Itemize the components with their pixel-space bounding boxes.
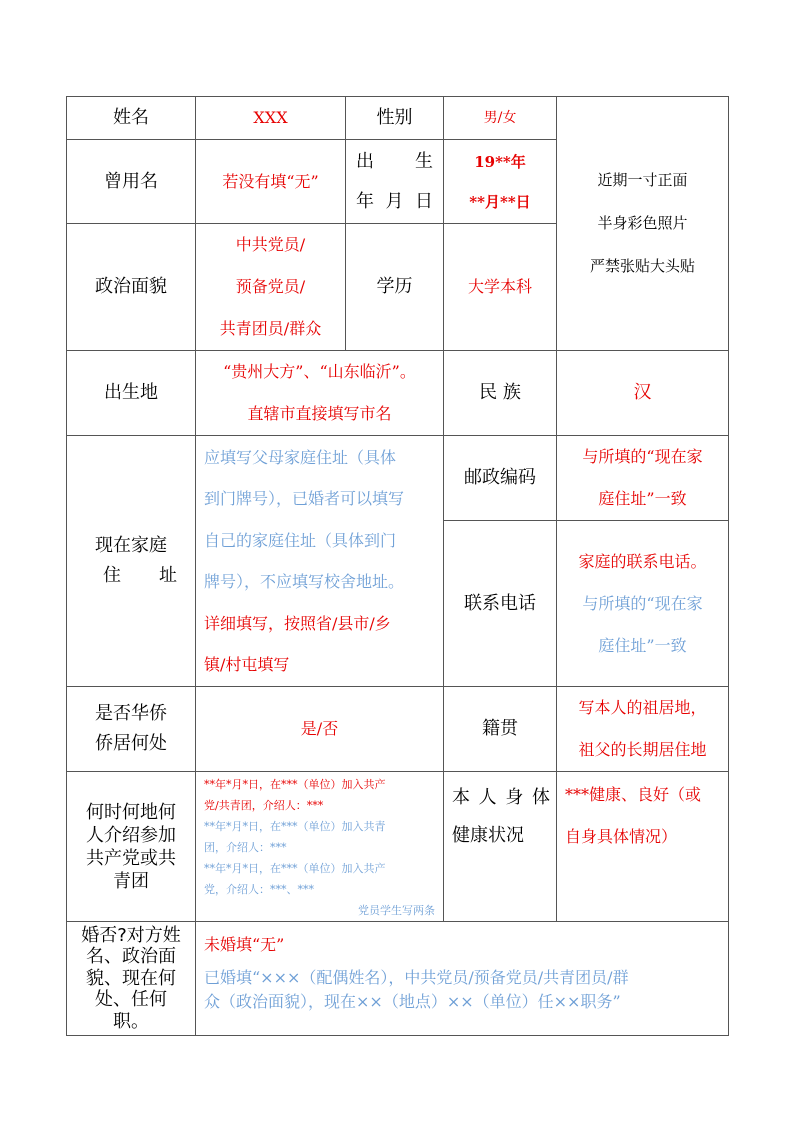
overseas-label-line: 是否华侨 bbox=[95, 703, 167, 724]
party-label-line: 青团 bbox=[113, 870, 149, 892]
address-hint-line: 自己的家庭住址（具体到门 bbox=[204, 530, 397, 550]
birth-date-value[interactable] bbox=[444, 140, 557, 224]
political-status-value[interactable] bbox=[196, 224, 346, 351]
birthplace-value[interactable] bbox=[196, 351, 444, 436]
party-instruction-line: 党/共青团，介绍人：*** bbox=[204, 799, 324, 812]
health-status-value[interactable] bbox=[557, 772, 729, 922]
marital-label-line: 貌、现在何 bbox=[86, 967, 176, 989]
overseas-label-line: 侨居何处 bbox=[95, 733, 167, 754]
spouse-info-value[interactable] bbox=[196, 922, 729, 1036]
political-status-label: 政治面貌 bbox=[67, 224, 196, 351]
marital-label-line: 处、任何 bbox=[95, 989, 167, 1011]
postal-code-label: 邮政编码 bbox=[444, 436, 557, 521]
party-instruction-line: **年*月*日，在***（单位）加入共产 bbox=[204, 778, 386, 791]
health-label-line2: 健康状况 bbox=[452, 825, 524, 846]
former-name-label: 曾用名 bbox=[67, 140, 196, 224]
overseas-chinese-value[interactable]: 是/否 bbox=[196, 687, 444, 772]
label-char: 人 bbox=[478, 787, 497, 808]
party-hint-line: 团，介绍人：*** bbox=[204, 841, 287, 854]
marital-label-line: 婚否?对方姓 bbox=[81, 924, 181, 946]
phone-hint-line: 庭住址”一致 bbox=[598, 635, 687, 655]
birth-date-label bbox=[346, 140, 444, 224]
party-membership-value[interactable] bbox=[196, 772, 444, 922]
education-label: 学历 bbox=[346, 224, 444, 351]
address-instruction-line: 详细填写，按照省/县市/乡 bbox=[204, 613, 391, 633]
birth-label-char: 生 bbox=[415, 150, 433, 172]
home-address-label bbox=[67, 436, 196, 687]
postal-hint-line: 庭住址”一致 bbox=[598, 489, 687, 508]
label-char: 体 bbox=[531, 787, 550, 808]
postal-code-value[interactable] bbox=[557, 436, 729, 521]
birthplace-label: 出生地 bbox=[67, 351, 196, 436]
home-address-label-line1: 现在家庭 bbox=[95, 535, 167, 556]
health-hint-line: 自身具体情况） bbox=[565, 827, 678, 846]
label-char: 本 bbox=[452, 787, 470, 808]
phone-value[interactable] bbox=[557, 521, 729, 687]
marital-label-line: 职。 bbox=[113, 1010, 149, 1032]
party-label-line: 共产党或共 bbox=[86, 847, 176, 869]
party-note: 党员学生写两条 bbox=[358, 904, 435, 917]
party-hint-line: **年*月*日，在***（单位）加入共产 bbox=[204, 862, 386, 875]
ethnicity-label: 民 族 bbox=[444, 351, 557, 436]
birthplace-hint-line: “贵州大方”、“山东临沂”。 bbox=[223, 362, 416, 381]
photo-note-line-1: 近期一寸正面 bbox=[597, 171, 688, 189]
photo-placeholder[interactable] bbox=[557, 97, 729, 351]
photo-note-line-2: 半身彩色照片 bbox=[597, 214, 688, 232]
political-option-line: 预备党员/ bbox=[235, 277, 306, 296]
gender-label: 性别 bbox=[346, 97, 444, 140]
birth-month-day-value: **月**日 bbox=[469, 192, 531, 211]
ethnicity-value[interactable]: 汉 bbox=[557, 351, 729, 436]
political-option-line: 中共党员/ bbox=[235, 235, 306, 254]
party-label-line: 人介绍参加 bbox=[86, 824, 176, 846]
address-hint-line: 应填写父母家庭住址（具体 bbox=[204, 447, 397, 467]
health-hint-line: ***健康、良好（或 bbox=[565, 785, 702, 804]
address-hint-line: 牌号），不应填写校舍地址。 bbox=[204, 572, 405, 591]
party-hint-line: **年*月*日，在***（单位）加入共青 bbox=[204, 820, 386, 833]
label-char: 址 bbox=[159, 565, 177, 586]
home-address-label-line2 bbox=[67, 561, 195, 591]
birthplace-hint-line: 直辖市直接填写市名 bbox=[247, 404, 392, 423]
gender-value[interactable]: 男/女 bbox=[444, 97, 557, 140]
address-hint-line: 到门牌号），已婚者可以填写 bbox=[204, 489, 405, 508]
political-option-line: 共青团员/群众 bbox=[219, 319, 322, 338]
spouse-hint-line: 已婚填“×××（配偶姓名），中共党员/预备党员/共青团员/群 bbox=[204, 968, 629, 987]
label-char: 住 bbox=[103, 565, 121, 586]
address-instruction-line: 镇/村屯填写 bbox=[204, 655, 290, 674]
birth-label-char: 年 bbox=[356, 190, 374, 212]
marital-label-line: 名、政治面 bbox=[86, 946, 176, 968]
party-label-line: 何时何地何 bbox=[86, 801, 176, 823]
party-hint-line: 党，介绍人：***、*** bbox=[204, 883, 314, 896]
native-place-value[interactable] bbox=[557, 687, 729, 772]
overseas-chinese-label bbox=[67, 687, 196, 772]
postal-hint-line: 与所填的“现在家 bbox=[582, 447, 703, 466]
photo-note-line-3: 严禁张贴大头贴 bbox=[589, 257, 695, 275]
name-label: 姓名 bbox=[67, 97, 196, 140]
former-name-value[interactable]: 若没有填“无” bbox=[196, 140, 346, 224]
education-value[interactable]: 大学本科 bbox=[444, 224, 557, 351]
birth-label-char: 出 bbox=[356, 150, 374, 172]
party-membership-label bbox=[67, 772, 196, 922]
phone-instruction-line: 家庭的联系电话。 bbox=[578, 551, 707, 571]
native-hint-line: 写本人的祖居地， bbox=[578, 698, 707, 717]
phone-label: 联系电话 bbox=[444, 521, 557, 687]
name-value[interactable]: XXX bbox=[196, 97, 346, 140]
label-char: 身 bbox=[505, 787, 524, 808]
birth-label-char: 月 bbox=[385, 190, 404, 212]
registration-form-table bbox=[66, 96, 729, 1036]
marital-status-label bbox=[67, 922, 196, 1036]
native-place-label: 籍贯 bbox=[444, 687, 557, 772]
home-address-value[interactable] bbox=[196, 436, 444, 687]
phone-hint-line: 与所填的“现在家 bbox=[582, 593, 703, 613]
birth-year-value: 19**年 bbox=[474, 152, 526, 171]
birth-label-char: 日 bbox=[415, 190, 433, 212]
spouse-hint-line: 众（政治面貌），现在××（地点）××（单位）任××职务” bbox=[204, 992, 621, 1011]
spouse-instruction-line: 未婚填“无” bbox=[204, 935, 285, 954]
native-hint-line: 祖父的长期居住地 bbox=[578, 740, 707, 759]
health-status-label bbox=[444, 772, 557, 922]
